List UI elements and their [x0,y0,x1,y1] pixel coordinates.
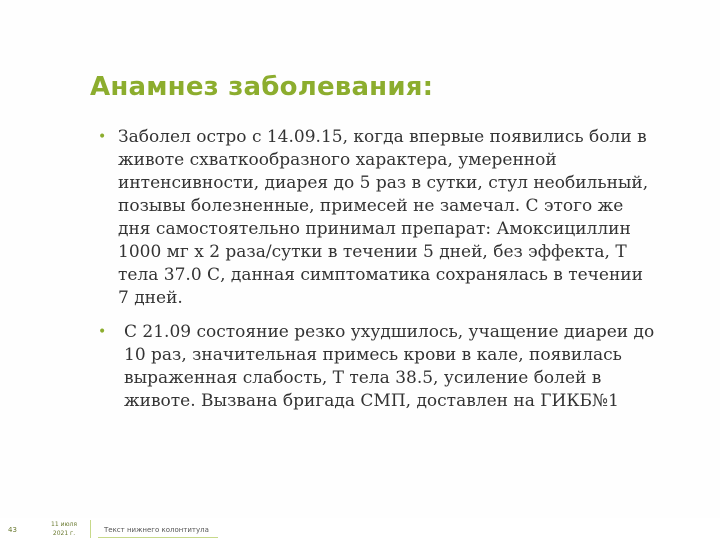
footer-date-line1: 11 июля [51,521,77,528]
bullet-item [96,126,656,310]
slide-number: 43 [8,526,17,534]
bullet-text: С 21.09 состояние резко ухудшилось, учащение диареи до 10 раз, значительная примесь крови в кале, появилась выраженная слабость, Т тела 38.5, усиление болей в животе. Вызвана бригада СМП, доставлен на ГИКБ№1 [124,322,655,411]
bullet-list [96,126,656,424]
footer-divider [90,520,91,538]
bullet-text: Заболел остро с 14.09.15, когда впервые появились боли в животе схваткообразного характера, умеренной интенсивности, диарея до 5 раз в сутки, стул необильный, позывы болезненные, примесей не замечал. С этого же дня самостоятельно принимал препарат: Амоксициллин 1000 мг х 2 раза/сутки в течении 5 дней, без эффекта, Т тела 37.0 С, данная симптоматика сохранялась в течении 7 дней. [118,127,649,308]
slide-footer [0,518,720,540]
footer-date [44,520,84,538]
slide-title: Анамнез заболевания: [90,72,434,102]
bullet-marker-icon: • [98,324,107,340]
footer-underline [98,537,218,538]
bullet-marker-icon: • [98,129,107,145]
footer-date-line2: 2021 г. [52,530,76,537]
footer-text: Текст нижнего колонтитула [104,526,209,534]
bullet-item [96,321,656,413]
